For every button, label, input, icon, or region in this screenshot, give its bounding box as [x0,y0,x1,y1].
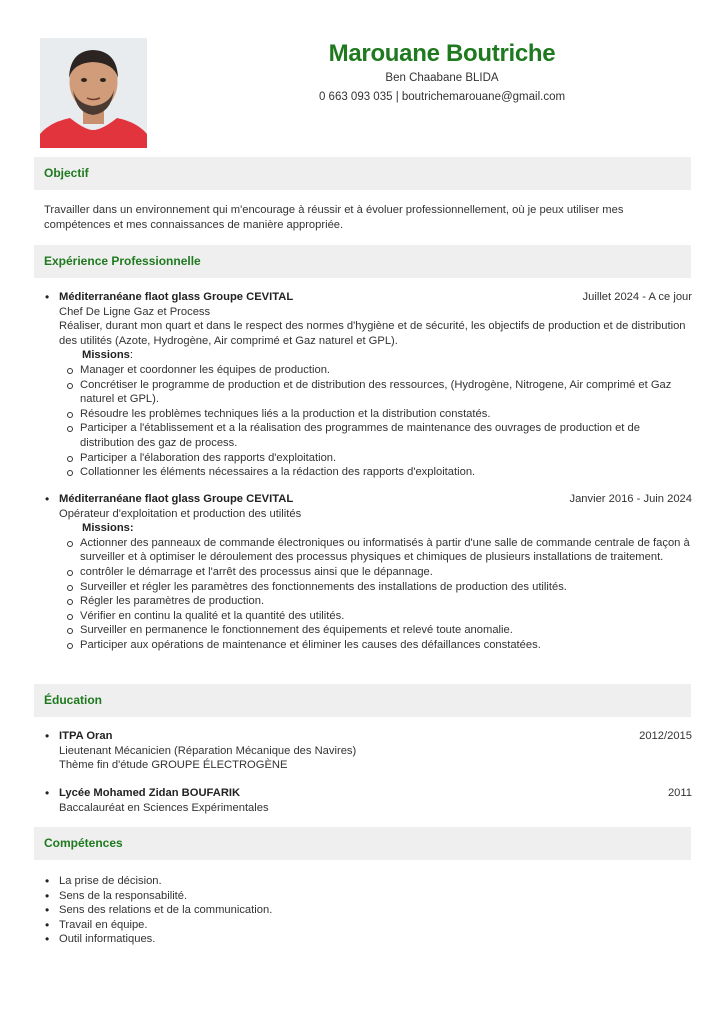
list-item: • Sens des relations et de la communication. [59,903,692,918]
candidate-name: Marouane Boutriche [328,40,556,67]
section-objective-heading: Objectif [34,157,691,190]
profile-photo [40,38,147,148]
list-item: • Travail en équipe. [59,918,692,933]
education-date: 2012/2015 [639,730,692,742]
experience-company: Méditerranéane flaot glass Groupe CEVITAL [59,291,294,303]
list-item: contrôler le démarrage et l'arrêt des processus ainsi que le dépannage. [80,565,692,580]
experience-date: Janvier 2016 - Juin 2024 [569,493,692,505]
list-item: • Outil informatiques. [59,932,692,947]
skills-block [44,874,692,947]
list-item: Vérifier en continu la qualité et la quantité des utilités. [80,609,692,624]
list-item: Actionner des panneaux de commande électroniques ou informatisés à partir d'une salle de commande centrale de façon à surveiller et à optimiser le déroulement des processus physiques et chimiques de plusieurs installations de traitement. [80,536,692,565]
experience-entry-header [44,492,692,521]
missions-label: Missions: [82,522,134,535]
education-school: Lycée Mohamed Zidan BOUFARIK [59,787,241,799]
skills-list [44,874,692,947]
list-item: Résoudre les problèmes techniques liés a la production et la distribution constatés. [80,407,692,422]
list-item: Participer a l'établissement et a la réalisation des programmes de maintenance des ouvrages de production et de distribution des gaz de process. [80,421,692,450]
experience-entry-header [44,290,692,348]
list-item: Participer a l'élaboration des rapports d'exploitation. [80,451,692,466]
list-item: Manager et coordonner les équipes de production. [80,363,692,378]
objective-text: Travailler dans un environnement qui m'encourage à réussir et à évoluer professionnellement, où je peux utiliser mes compétences et mes connaissances de manière appropriée. [44,204,624,231]
experience-role: Opérateur d'exploitation et production des utilités [59,507,302,520]
missions-list [44,536,692,653]
education-date: 2011 [667,787,692,799]
section-education-heading: Éducation [34,684,691,717]
education-line: Lieutenant Mécanicien (Réparation Mécanique des Navires) [59,744,357,757]
experience-entry-1 [44,290,692,480]
section-skills-heading: Compétences [34,827,691,860]
list-item: • La prise de décision. [59,874,692,889]
objective-block [44,203,692,232]
experience-summary: Réaliser, durant mon quart et dans le respect des normes d'hygiène et de sécurité, les objectifs de production et de distribution des utilités (Azote, Hydrogène, Air comprimé et Gaz naturel et GPL). [59,320,686,347]
missions-label: Missions: [82,349,133,362]
list-item: Régler les paramètres de production. [80,594,692,609]
candidate-address: Ben Chaabane BLIDA [385,72,499,84]
list-item: • Sens de la responsabilité. [59,889,692,904]
candidate-contact: 0 663 093 035 | boutrichemarouane@gmail.com [318,91,566,103]
education-line: Thème fin d'étude GROUPE ÉLECTROGÈNE [59,759,288,772]
person-portrait-icon [40,38,147,148]
list-item: Participer aux opérations de maintenance et éliminer les causes des défaillances constatées. [80,638,692,653]
missions-list [44,363,692,480]
experience-entry-2 [44,492,692,653]
list-item: Surveiller en permanence le fonctionnement des équipements et relevé toute anomalie. [80,623,692,638]
education-entry-1 [44,729,692,773]
experience-role: Chef De Ligne Gaz et Process [59,305,211,318]
experience-date: Juillet 2024 - A ce jour [582,291,692,303]
education-line: Baccalauréat en Sciences Expérimentales [59,801,269,814]
section-experience-heading: Expérience Professionnelle [34,245,691,278]
list-item: Surveiller et régler les paramètres des fonctionnements des installations de production des utilités. [80,580,692,595]
resume-header [160,40,724,106]
education-entry [44,729,692,773]
education-entry-2 [44,786,692,815]
list-item: Collationner les éléments nécessaires a la rédaction des rapports d'exploitation. [80,465,692,480]
experience-company: Méditerranéane flaot glass Groupe CEVITAL [59,493,294,505]
education-school: ITPA Oran [59,730,113,742]
list-item: Concrétiser le programme de production et de distribution des ressources, (Hydrogène, Nitrogene, Air comprimé et Gaz naturel et GPL). [80,378,692,407]
education-entry [44,786,692,815]
